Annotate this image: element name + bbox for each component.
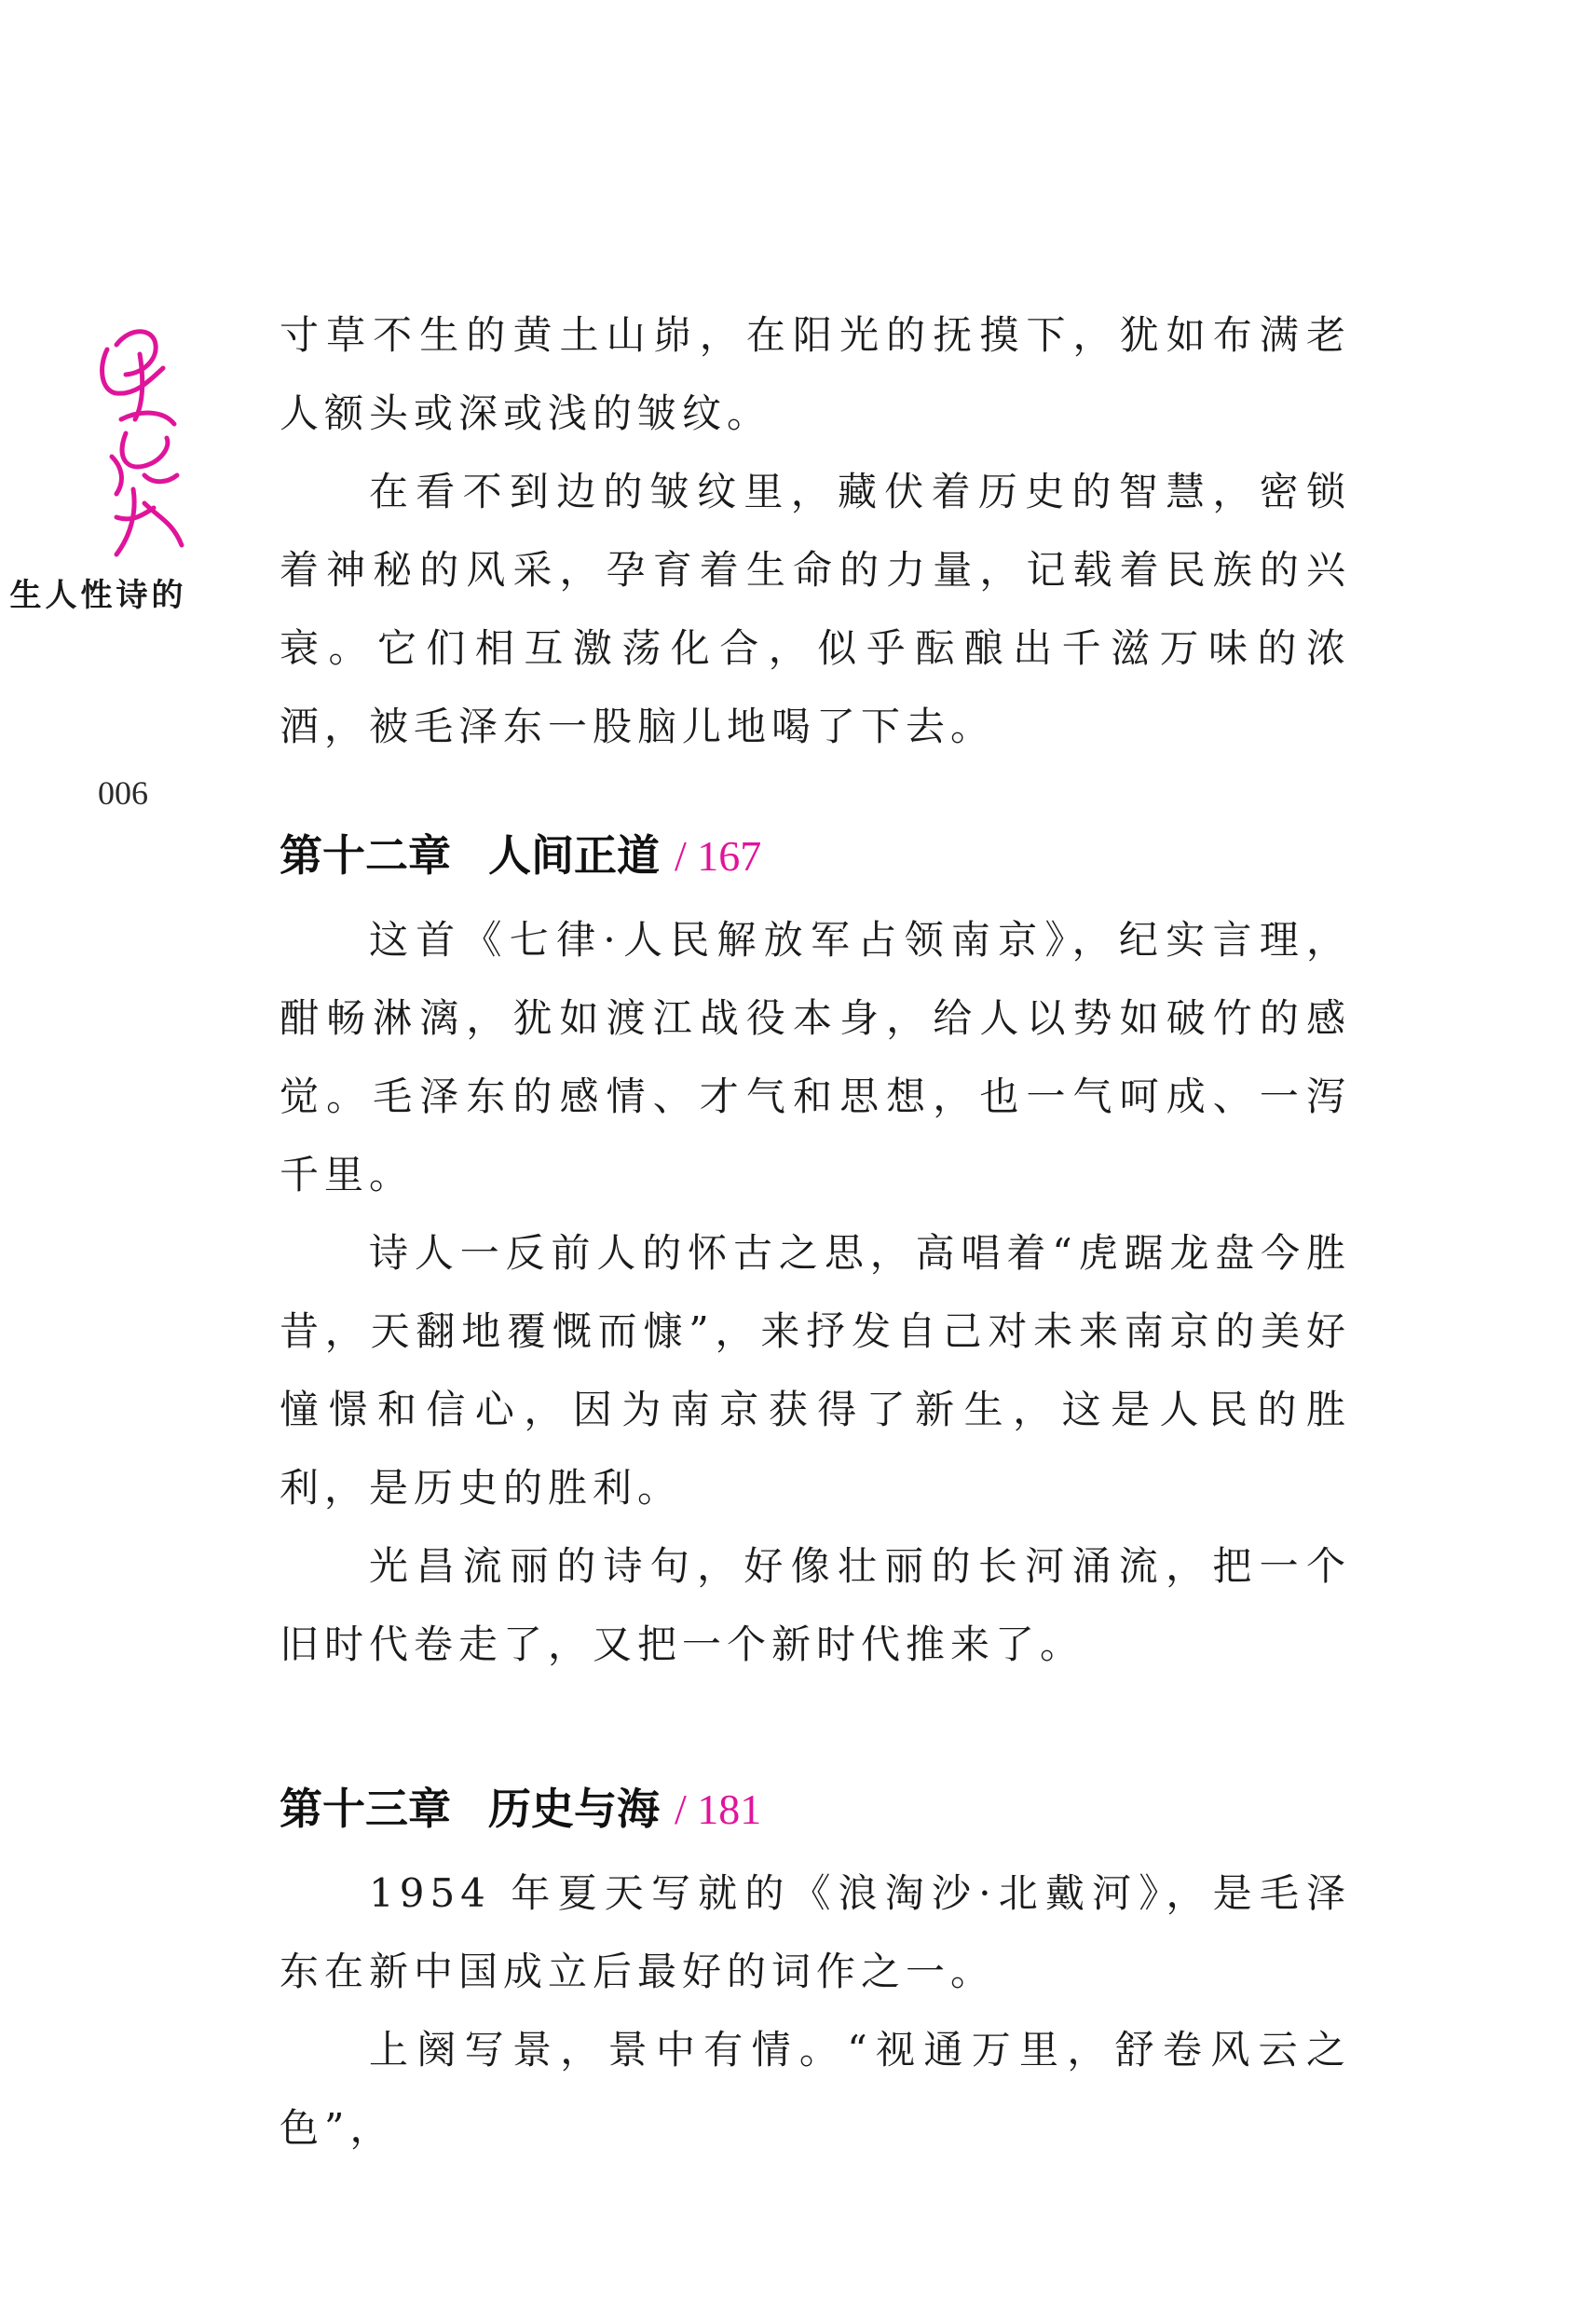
chapter13-paragraph-1: 1954 年夏天写就的《浪淘沙·北戴河》，是毛泽东在新中国成立后最好的词作之一。 (280, 1870, 1351, 1994)
intro-paragraph-2: 在看不到边的皱纹里，藏伏着历史的智慧，密锁着神秘的风采，孕育着生命的力量，记载着民族的兴衰。它们相互激荡化合，似乎酝酿出千滋万味的浓酒，被毛泽东一股脑儿地喝了下去。 (280, 469, 1351, 749)
chapter-title: 历史与海 (488, 1784, 660, 1834)
chapter-number: 第十二章 (280, 830, 451, 881)
book-title: 的诗性人生 (4, 578, 183, 609)
chapter-heading-13 (280, 1781, 1351, 1838)
chapter12-paragraph-2: 诗人一反前人的怀古之思，高唱着“虎踞龙盘今胜昔，天翻地覆慨而慷”，来抒发自己对未来南京的美好憧憬和信心，因为南京获得了新生，这是人民的胜利，是历史的胜利。 (280, 1230, 1351, 1511)
page-number: 006 (98, 774, 148, 812)
chapter13-paragraph-2: 上阕写景，景中有情。“视通万里，舒卷风云之色”， (280, 2027, 1351, 2151)
calligraphy-logo (89, 317, 191, 568)
intro-paragraph-1: 寸草不生的黄土山峁，在阳光的抚摸下，犹如布满老人额头或深或浅的皱纹。 (280, 312, 1351, 436)
chapter-page-ref: / 167 (675, 832, 762, 880)
page-content (280, 296, 1351, 2168)
chapter12-paragraph-3: 光昌流丽的诗句，好像壮丽的长河涌流，把一个旧时代卷走了，又把一个新时代推来了。 (280, 1543, 1351, 1667)
chapter-number: 第十三章 (280, 1784, 451, 1834)
chapter-heading-12 (280, 828, 1351, 884)
chapter12-paragraph-1: 这首《七律·人民解放军占领南京》，纪实言理，酣畅淋漓，犹如渡江战役本身，给人以势如破竹的感觉。毛泽东的感情、才气和思想，也一气呵成、一泻千里。 (280, 917, 1351, 1197)
chapter-title: 人间正道 (488, 830, 660, 881)
chapter-page-ref: / 181 (675, 1785, 762, 1833)
